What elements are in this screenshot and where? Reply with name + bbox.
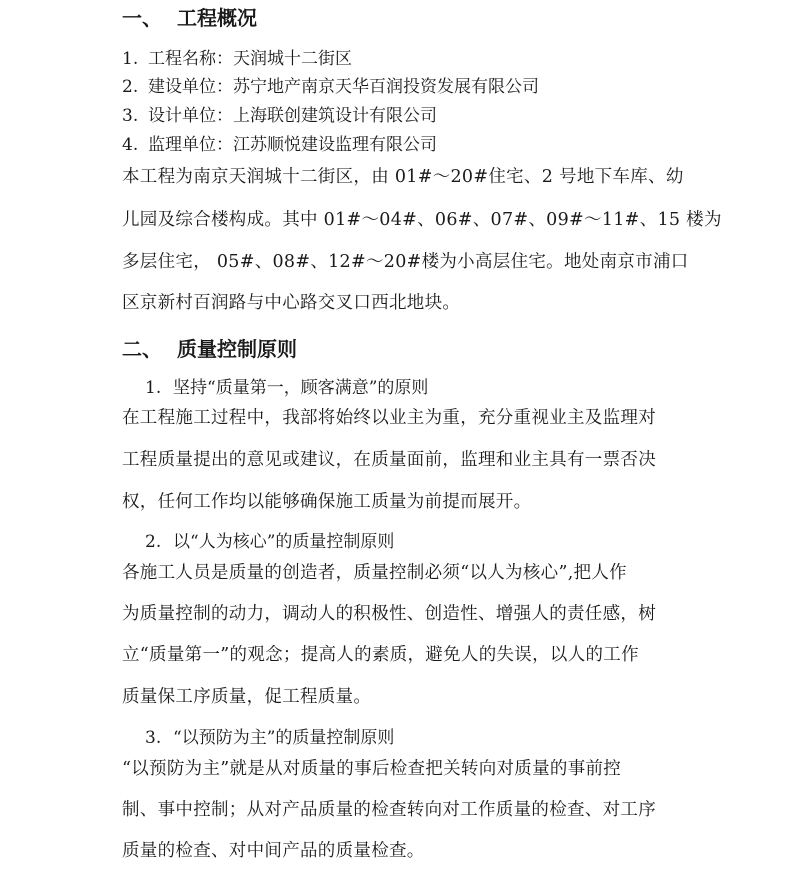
- section-2-heading: [122, 333, 297, 362]
- principle-3-title: 3. “以预防为主”的质量控制原则: [145, 728, 395, 748]
- principle-1-line: 工程质量提出的意见或建议，在质量面前，监理和业主具有一票否决: [122, 450, 656, 470]
- principle-2-line: 为质量控制的动力，调动人的积极性、创造性、增强人的责任感，树: [122, 604, 656, 624]
- principle-2-line: 立“质量第一”的观念；提高人的素质，避免人的失误，以人的工作: [122, 645, 639, 665]
- section-2-title: 质量控制原则: [177, 337, 297, 361]
- overview-line: 区京新村百润路与中心路交叉口西北地块。: [122, 293, 461, 313]
- project-info-item: 3. 设计单位：上海联创建筑设计有限公司: [122, 106, 437, 126]
- principle-2-title: 2. 以“人为核心”的质量控制原则: [145, 532, 395, 552]
- section-1-number: 一、: [122, 6, 162, 30]
- overview-line: 本工程为南京天润城十二街区，由 01#～20#住宅、2 号地下车库、幼: [122, 167, 684, 187]
- principle-1-line: 在工程施工过程中，我部将始终以业主为重，充分重视业主及监理对: [122, 408, 656, 428]
- principle-3-line: 质量的检查、对中间产品的质量检查。: [122, 841, 425, 861]
- section-1-title: 工程概况: [177, 6, 257, 30]
- section-1-heading: [122, 2, 257, 31]
- principle-2-line: 各施工人员是质量的创造者，质量控制必须“以人为核心”,把人作: [122, 563, 627, 583]
- overview-line: 儿园及综合楼构成。其中 01#～04#、06#、07#、09#～11#、15 楼为: [122, 210, 722, 230]
- section-2-number: 二、: [122, 337, 162, 361]
- principle-3-line: “以预防为主”就是从对质量的事后检查把关转向对质量的事前控: [122, 759, 622, 779]
- project-info-item: 2. 建设单位：苏宁地产南京天华百润投资发展有限公司: [122, 77, 539, 97]
- principle-3-line: 制、事中控制；从对产品质量的检查转向对工作质量的检查、对工序: [122, 800, 656, 820]
- project-info-item: 1. 工程名称：天润城十二街区: [122, 49, 352, 69]
- overview-line: 多层住宅， 05#、08#、12#～20#楼为小高层住宅。地处南京市浦口: [122, 252, 689, 272]
- project-info-item: 4. 监理单位：江苏顺悦建设监理有限公司: [122, 135, 437, 155]
- principle-1-line: 权，任何工作均以能够确保施工质量为前提而展开。: [122, 492, 532, 512]
- principle-1-title: 1. 坚持“质量第一，顾客满意”的原则: [145, 378, 429, 398]
- principle-2-line: 质量保工序质量，促工程质量。: [122, 687, 372, 707]
